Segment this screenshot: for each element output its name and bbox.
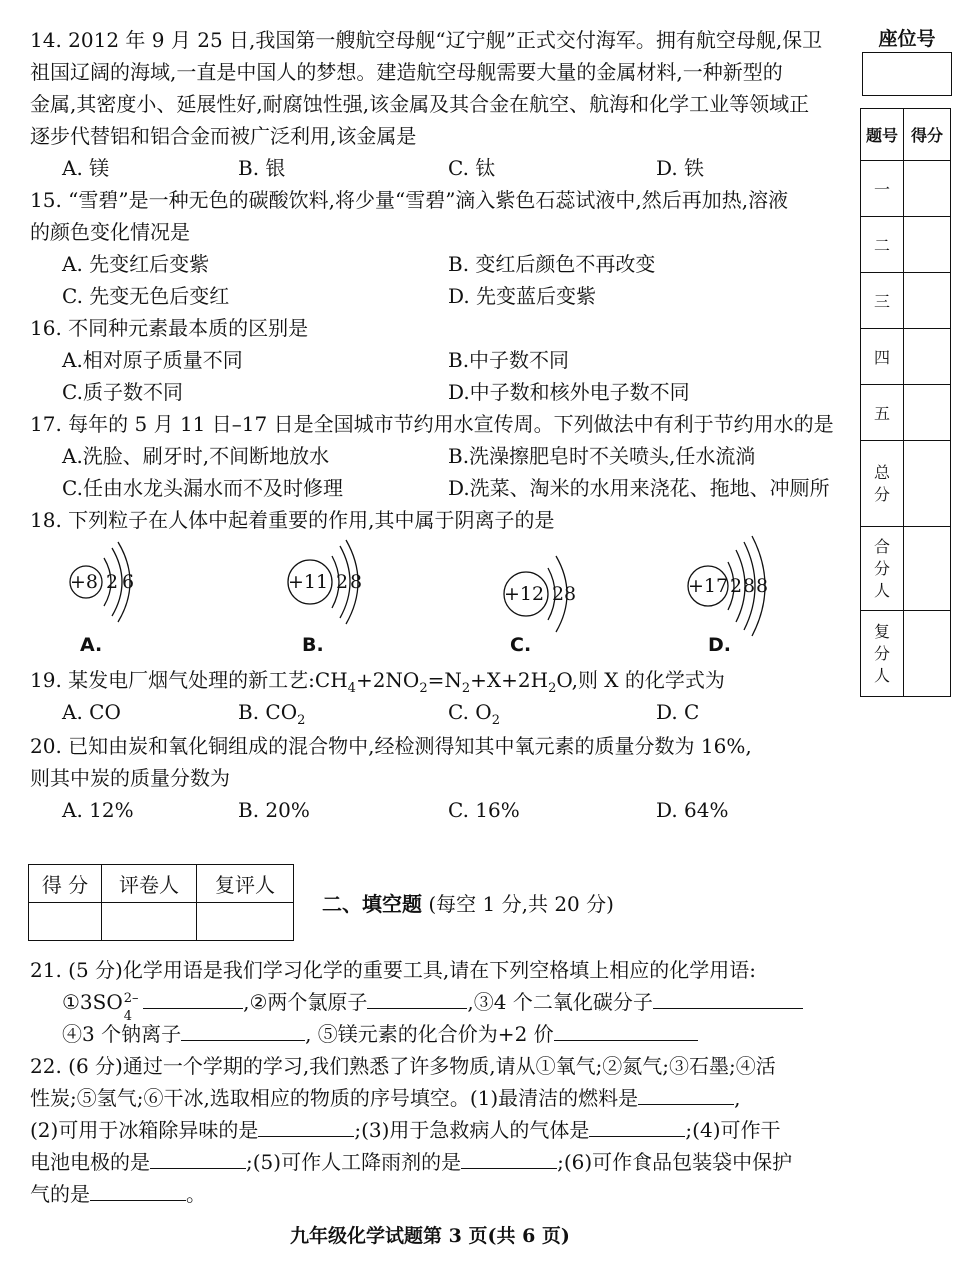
q14-option-b: B. 银 (238, 156, 286, 180)
q19-stem-part1: 19. 某发电厂烟气处理的新工艺:CH (30, 668, 348, 692)
atom-b-nucleus: +11 (288, 571, 329, 593)
q22-line3-a: (2)可用于冰箱除异味的是 (30, 1118, 259, 1142)
score-row-label-5: 五 (861, 385, 904, 441)
atom-label-c: C. (510, 634, 532, 656)
grader-name-header: 评卷人 (102, 865, 197, 903)
q19-option-c-sub: 2 (491, 713, 500, 728)
q22-line2 (30, 1084, 741, 1112)
q18-stem: 18. 下列粒子在人体中起着重要的作用,其中属于阴离子的是 (30, 508, 555, 532)
q16-option-a: A.相对原子质量不同 (62, 348, 243, 372)
atom-d-nucleus: +17 (688, 575, 729, 597)
q19-option-b-sub: 2 (297, 713, 306, 728)
q19-stem-part2: +2NO (355, 668, 420, 692)
score-rechecker-cell[interactable] (904, 611, 951, 697)
q22-line5-end: 。 (186, 1182, 206, 1206)
q16-option-c: C.质子数不同 (62, 380, 183, 404)
q22-blank-3[interactable] (589, 1116, 685, 1137)
q20-option-d: D. 64% (656, 798, 729, 822)
q21-item4-text: ④3 个钠离子 (62, 1022, 182, 1046)
q22-line5 (30, 1180, 206, 1208)
atom-diagram-a (66, 536, 156, 646)
q22-blank-4[interactable] (150, 1148, 246, 1169)
q19-sub-3: 2 (461, 681, 471, 696)
q19-stem (30, 666, 725, 694)
grader-table (28, 864, 294, 941)
grader-score-header: 得 分 (29, 865, 102, 903)
q15-option-a: A. 先变红后变紫 (62, 252, 210, 276)
atom-d-shell-3: 8 (756, 575, 769, 597)
q21-item2-text: ,②两个氯原子 (243, 990, 368, 1014)
score-total-cell[interactable] (904, 441, 951, 527)
q14-option-c: C. 钛 (448, 156, 496, 180)
q21-item1-text: ①3SO (62, 990, 123, 1014)
grader-reviewer-cell[interactable] (197, 903, 294, 941)
q19-stem-part3: =N (427, 668, 462, 692)
q22-line4 (30, 1148, 792, 1176)
q21-item3-text: ,③4 个二氧化碳分子 (467, 990, 653, 1014)
q22-line1: 22. (6 分)通过一个学期的学习,我们熟悉了许多物质,请从①氧气;②氮气;③石墨;④活 (30, 1054, 776, 1078)
q22-blank-5[interactable] (461, 1148, 557, 1169)
q15-stem-line2: 的颜色变化情况是 (30, 220, 190, 244)
q21-blank-1[interactable] (143, 988, 243, 1009)
atom-b-shell-1: 2 (336, 571, 349, 593)
atom-label-b: B. (302, 634, 324, 656)
q22-line2-end: , (734, 1086, 741, 1110)
q19-option-b (238, 698, 305, 726)
q14-stem-line1: 14. 2012 年 9 月 25 日,我国第一艘航空母舰“辽宁舰”正式交付海军。拥有航空母舰,保卫 (30, 28, 823, 52)
score-cell-4[interactable] (904, 329, 951, 385)
q17-option-b: B.洗澡擦肥皂时不关喷头,任水流淌 (448, 444, 756, 468)
q22-line3 (30, 1116, 781, 1144)
score-row-label-3: 三 (861, 273, 904, 329)
atom-c-shell-1: 2 (552, 583, 565, 605)
q20-option-a: A. 12% (62, 798, 134, 822)
q17-stem: 17. 每年的 5 月 11 日–17 日是全国城市节约用水宣传周。下列做法中有利于节约用水的是 (30, 412, 834, 436)
section2-note: (每空 1 分,共 20 分) (428, 892, 614, 916)
seat-number-label: 座位号 (878, 28, 936, 50)
q19-option-b-text: B. CO (238, 700, 298, 724)
score-col-number-header: 题号 (861, 109, 904, 161)
atom-label-a: A. (80, 634, 103, 656)
q15-option-d: D. 先变蓝后变紫 (448, 284, 597, 308)
q20-option-c: C. 16% (448, 798, 520, 822)
grader-score-cell[interactable] (29, 903, 102, 941)
q22-line4-b: ;(5)可作人工降雨剂的是 (246, 1150, 462, 1174)
q21-stem: 21. (5 分)化学用语是我们学习化学的重要工具,请在下列空格填上相应的化学用语: (30, 958, 756, 982)
q21-item5-text: , ⑤镁元素的化合价为+2 价 (305, 1022, 554, 1046)
q15-option-c: C. 先变无色后变红 (62, 284, 230, 308)
q19-stem-part5: O,则 X 的化学式为 (556, 668, 725, 692)
atom-a-nucleus: +8 (70, 571, 99, 593)
q21-blank-4[interactable] (181, 1020, 305, 1041)
q15-stem-line1: 15. “雪碧”是一种无色的碳酸饮料,将少量“雪碧”滴入紫色石蕊试液中,然后再加热,溶液 (30, 188, 789, 212)
q22-line5-text: 气的是 (30, 1182, 90, 1206)
q20-stem-line2: 则其中炭的质量分数为 (30, 766, 230, 790)
atom-diagram-b (284, 536, 384, 646)
score-rechecker-label: 复分人 (873, 621, 890, 685)
atom-diagram-d (686, 536, 786, 646)
atom-label-d: D. (708, 634, 731, 656)
q19-sub-1: 4 (347, 681, 356, 696)
atom-c-nucleus: +12 (504, 583, 545, 605)
q14-option-a: A. 镁 (62, 156, 110, 180)
q17-option-c: C.任由水龙头漏水而不及时修理 (62, 476, 343, 500)
score-row-label-4: 四 (861, 329, 904, 385)
atom-d-shell-1: 2 (730, 575, 743, 597)
q19-option-a: A. CO (62, 700, 121, 724)
q19-option-c-text: C. O (448, 700, 492, 724)
score-cell-3[interactable] (904, 273, 951, 329)
score-combiner-cell[interactable] (904, 527, 951, 611)
atom-d-shell-2: 8 (743, 575, 756, 597)
q22-blank-1[interactable] (638, 1084, 734, 1105)
score-combiner-label: 合分人 (873, 536, 890, 600)
q22-line4-c: ;(6)可作食品包装袋中保护 (557, 1150, 793, 1174)
page-footer: 九年级化学试题第 3 页(共 6 页) (290, 1225, 570, 1247)
q21-blank-2[interactable] (367, 988, 467, 1009)
grader-reviewer-header: 复评人 (197, 865, 294, 903)
score-cell-1[interactable] (904, 161, 951, 217)
atom-b-shell-2: 8 (350, 571, 363, 593)
q14-stem-line4: 逐步代替铝和铝合金而被广泛利用,该金属是 (30, 124, 417, 148)
q22-line3-b: ;(3)用于急救病人的气体是 (354, 1118, 590, 1142)
q22-line2-text: 性炭;⑤氢气;⑥干冰,选取相应的物质的序号填空。(1)最清洁的燃料是 (30, 1086, 639, 1110)
q22-blank-6[interactable] (90, 1180, 186, 1201)
score-total-label: 总分 (873, 462, 890, 504)
q16-option-d: D.中子数和核外电子数不同 (448, 380, 690, 404)
q16-option-b: B.中子数不同 (448, 348, 570, 372)
q19-sub-2: 2 (419, 681, 428, 696)
q22-blank-2[interactable] (258, 1116, 354, 1137)
q21-blank-5[interactable] (554, 1020, 698, 1041)
q19-option-c (448, 698, 500, 726)
q16-stem: 16. 不同种元素最本质的区别是 (30, 316, 309, 340)
q21-line2 (62, 1020, 698, 1048)
score-row-label-2: 二 (861, 217, 904, 273)
seat-number-box[interactable] (862, 52, 952, 96)
q14-stem-line2: 祖国辽阔的海域,一直是中国人的梦想。建造航空母舰需要大量的金属材料,一种新型的 (30, 60, 783, 84)
score-row-label-1: 一 (861, 161, 904, 217)
atom-a-shell-2: 6 (122, 571, 135, 593)
atom-c-shell-2: 8 (564, 583, 577, 605)
q17-option-a: A.洗脸、刷牙时,不间断地放水 (62, 444, 330, 468)
score-col-score-header: 得分 (904, 109, 951, 161)
q14-option-d: D. 铁 (656, 156, 705, 180)
q14-stem-line3: 金属,其密度小、延展性好,耐腐蚀性强,该金属及其合金在航空、航海和化学工业等领域正 (30, 92, 810, 116)
grader-name-cell[interactable] (102, 903, 197, 941)
q17-option-d: D.洗菜、淘米的水用来浇花、拖地、冲厕所 (448, 476, 830, 500)
q22-line4-a: 电池电极的是 (30, 1150, 150, 1174)
q19-stem-part4: +X+2H (470, 668, 549, 692)
score-cell-5[interactable] (904, 385, 951, 441)
q22-line3-c: ;(4)可作干 (685, 1118, 781, 1142)
section2-title: 二、填空题 (322, 892, 422, 916)
score-cell-2[interactable] (904, 217, 951, 273)
section2-heading (322, 890, 614, 918)
q20-stem-line1: 20. 已知由炭和氧化铜组成的混合物中,经检测得知其中氧元素的质量分数为 16%, (30, 734, 752, 758)
q19-sub-4: 2 (548, 681, 557, 696)
q19-option-d: D. C (656, 700, 700, 724)
atom-diagram-c (500, 536, 600, 646)
q15-option-b: B. 变红后颜色不再改变 (448, 252, 656, 276)
q21-blank-3[interactable] (653, 988, 803, 1009)
atom-a-shell-1: 2 (106, 571, 119, 593)
score-summary-table (860, 108, 951, 697)
q20-option-b: B. 20% (238, 798, 310, 822)
q21-line1: ①3SO 2– 4 ,②两个氯原子 ,③4 个二氧化碳分子 (62, 988, 803, 1016)
